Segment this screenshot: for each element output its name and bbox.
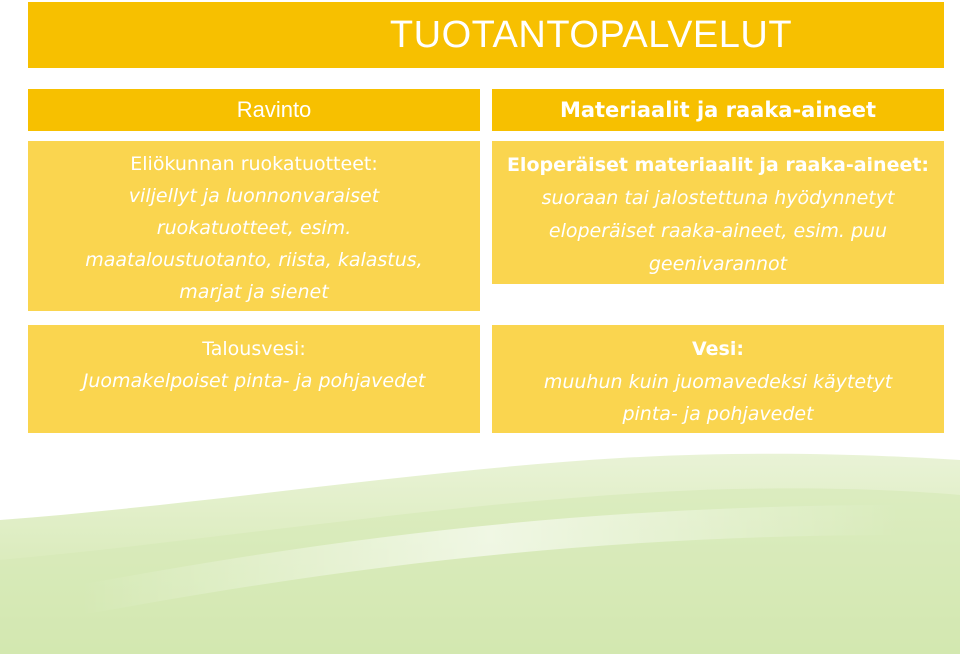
cell-heading: Eliökunnan ruokatuotteet: bbox=[130, 153, 378, 175]
cell-ruokatuotteet bbox=[28, 141, 480, 311]
cell-line: pinta- ja pohjavedet bbox=[622, 403, 814, 425]
header-materiaalit bbox=[492, 89, 944, 131]
cell-line: marjat ja sienet bbox=[179, 281, 329, 303]
cell-vesi bbox=[492, 325, 944, 433]
cell-line: suoraan tai jalostettuna hyödynnetyt bbox=[541, 187, 895, 209]
cell-talousvesi bbox=[28, 325, 480, 397]
cell-eloperaiset bbox=[492, 141, 944, 284]
cell-line: muuhun kuin juomavedeksi käytetyt bbox=[543, 371, 893, 393]
cell-line: geenivarannot bbox=[648, 253, 788, 275]
cell-line: eloperäiset raaka-aineet, esim. puu bbox=[548, 220, 888, 242]
header-ravinto bbox=[28, 89, 480, 131]
cell-line: ruokatuotteet, esim. bbox=[156, 217, 352, 239]
cell-heading: Eloperäiset materiaalit ja raaka-aineet: bbox=[506, 154, 930, 176]
page-title: TUOTANTOPALVELUT bbox=[389, 13, 793, 56]
cell-heading: Vesi: bbox=[692, 338, 744, 360]
title-bar bbox=[28, 2, 944, 68]
cell-line: viljellyt ja luonnonvaraiset bbox=[128, 185, 380, 207]
cell-line: Juomakelpoiset pinta- ja pohjavedet bbox=[82, 370, 426, 392]
header-right-label: Materiaalit ja raaka-aineet bbox=[559, 98, 877, 122]
cell-heading: Talousvesi: bbox=[202, 338, 306, 360]
cell-talousvesi-strip bbox=[28, 397, 480, 433]
header-left-label: Ravinto bbox=[236, 97, 312, 122]
cell-line: maataloustuotanto, riista, kalastus, bbox=[85, 249, 423, 271]
